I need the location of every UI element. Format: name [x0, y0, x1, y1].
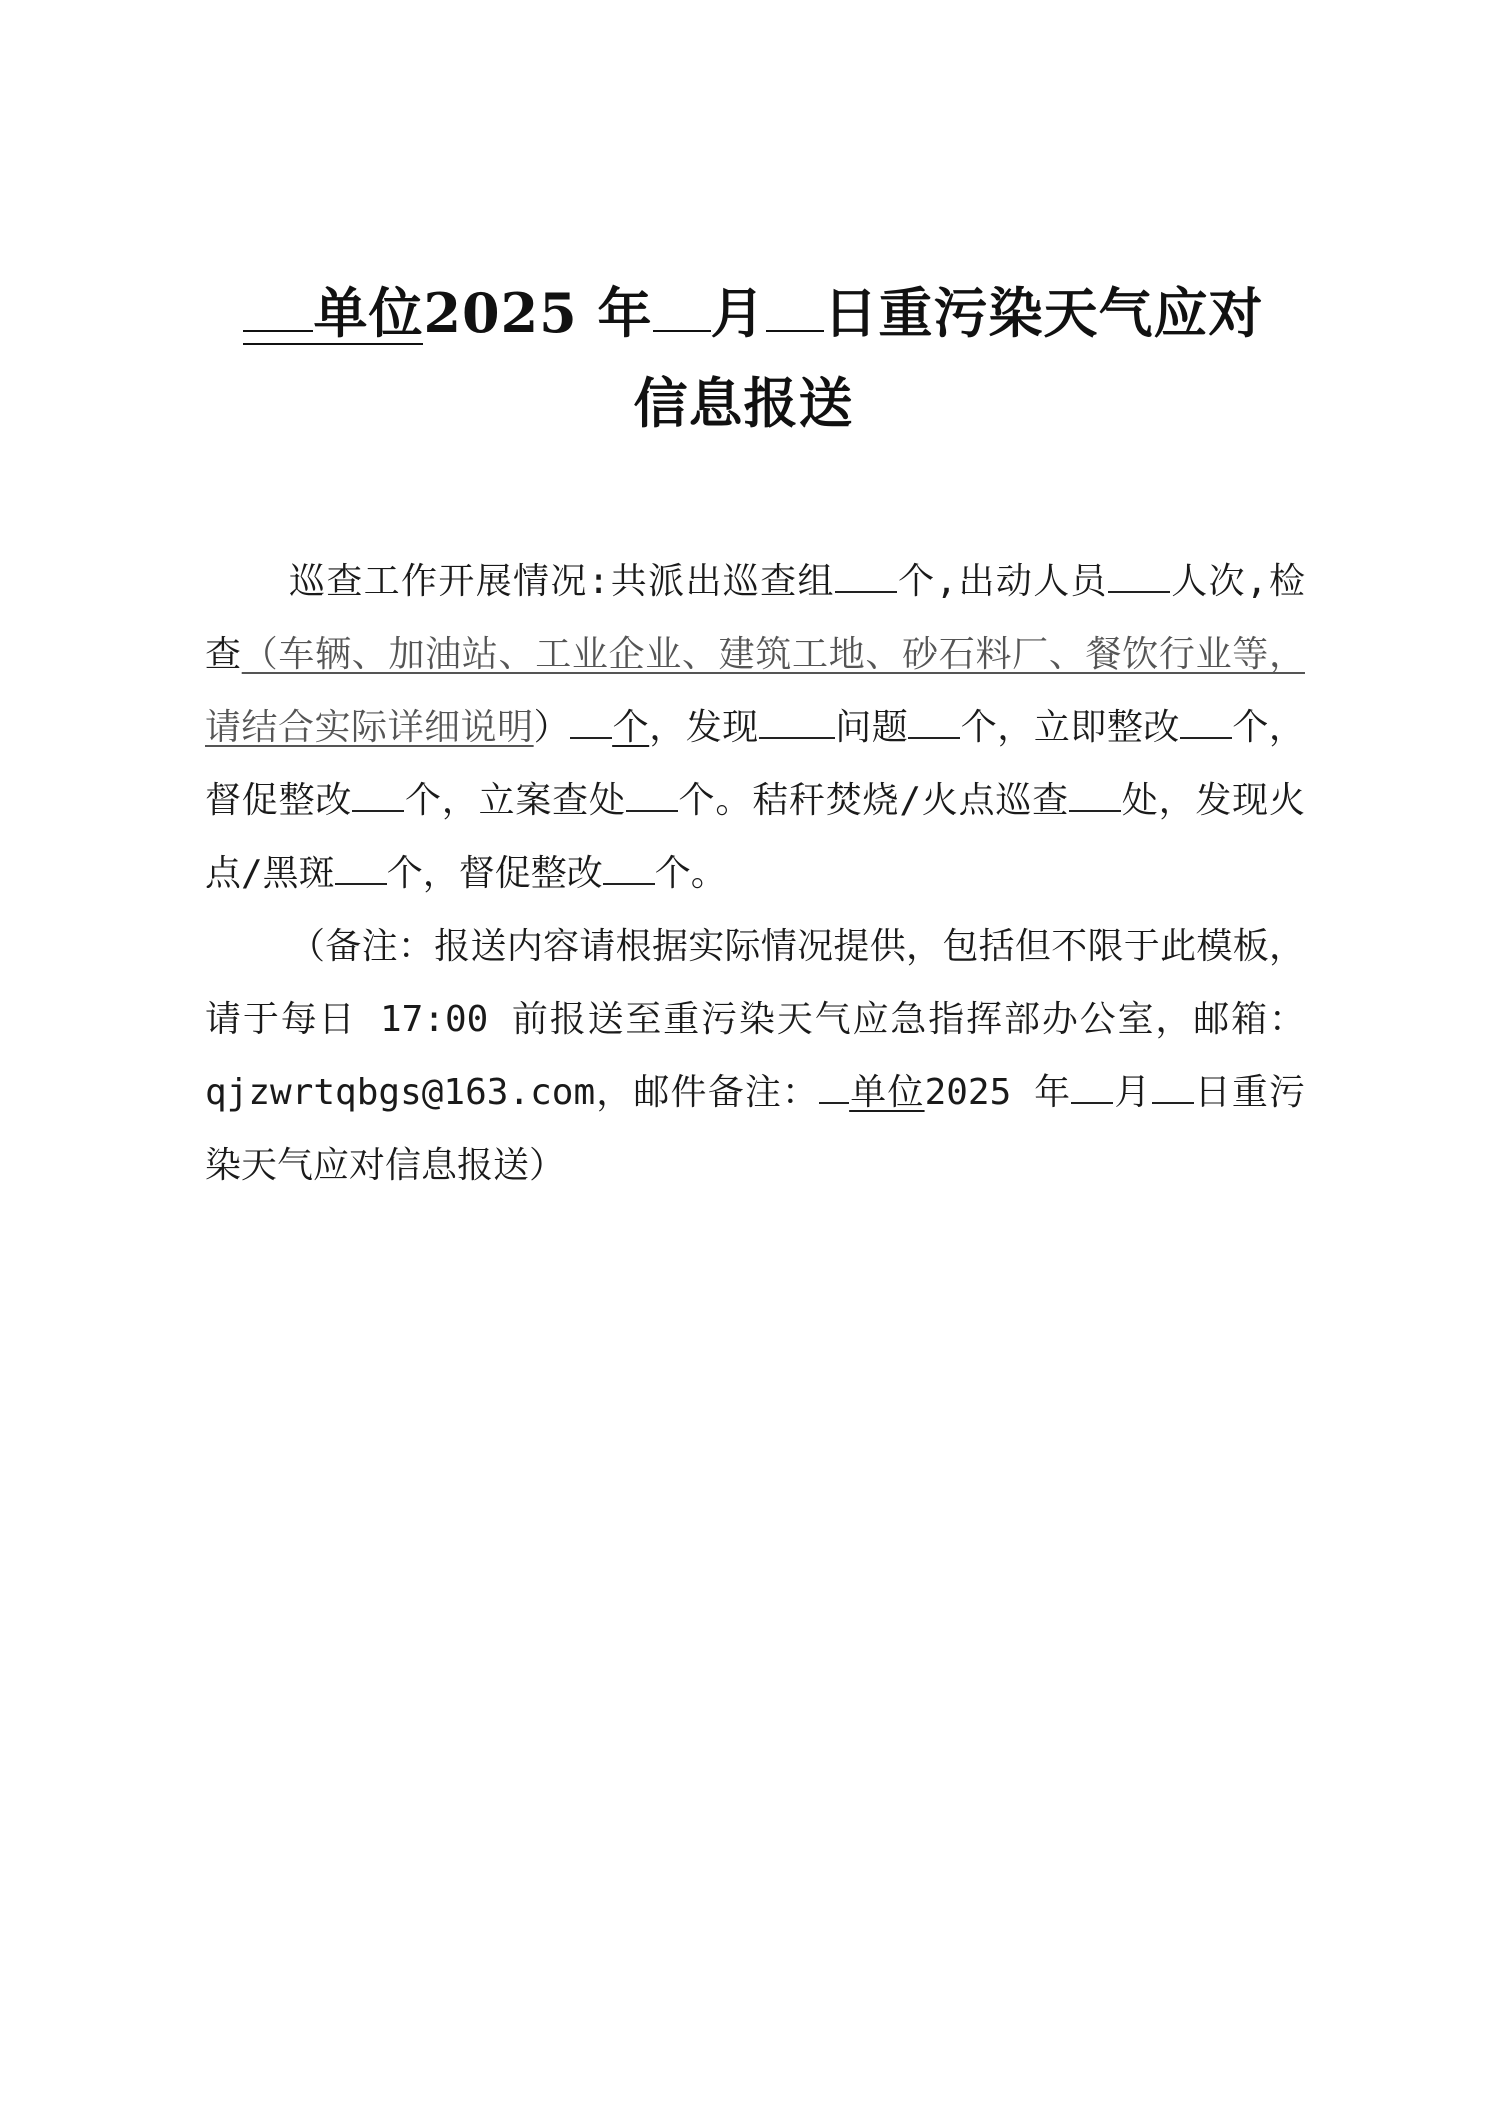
blank-inspected-prefix — [570, 703, 612, 739]
text-segment: 个，立即整改 — [960, 707, 1180, 748]
note-unit-blank — [819, 1068, 849, 1104]
text-segment: 巡查工作开展情况:共派出巡查组 — [289, 561, 835, 602]
note-year: 2025 年 — [924, 1072, 1072, 1113]
note-unit-label: 单位 — [849, 1072, 925, 1113]
blank-groups — [835, 557, 897, 593]
title-day-blank — [766, 274, 824, 332]
text-segment: 检查 — [205, 561, 1305, 675]
text-segment: ） — [533, 707, 571, 748]
note-month-blank — [1071, 1068, 1113, 1104]
title-tail: 日重污染天气应对 — [823, 281, 1264, 345]
document-title — [0, 268, 1487, 448]
blank-issues-count — [908, 703, 960, 739]
title-month-blank — [653, 274, 711, 332]
blank-cases-filed — [626, 776, 678, 812]
title-line-1 — [0, 268, 1487, 358]
blank-burning-sites — [1069, 776, 1121, 812]
text-segment: 个，督促整改 — [205, 707, 1305, 821]
note-unit-field — [819, 1072, 924, 1113]
blank-issue-type — [759, 703, 835, 739]
title-line-2: 信息报送 — [633, 371, 854, 435]
blank-personnel — [1108, 557, 1170, 593]
text-segment: 个。 — [654, 853, 727, 894]
title-unit-field — [243, 274, 423, 345]
title-year: 2025 年 — [423, 281, 653, 345]
text-segment: 个 — [612, 707, 650, 748]
text-segment: 个，督促整改 — [386, 853, 603, 894]
title-month-label: 月 — [710, 281, 766, 345]
text-segment: 个，立案查处 — [404, 780, 626, 821]
note-paragraph — [205, 910, 1305, 1202]
blank-immediate-fix — [1180, 703, 1232, 739]
note-month-label: 月 — [1113, 1072, 1152, 1113]
blank-fire-fixes — [603, 849, 655, 885]
text-segment: 人次, — [1169, 561, 1268, 602]
inspection-scope-note: （车辆、加油站、工业企业、建筑工地、砂石料厂、餐饮行业等，请结合实际详细说明 — [205, 634, 1305, 748]
blank-supervised-fix — [352, 776, 404, 812]
patrol-paragraph — [205, 545, 1305, 910]
note-day-blank — [1152, 1068, 1194, 1104]
title-unit-label: 单位 — [313, 281, 424, 345]
blank-fire-points — [335, 849, 387, 885]
note-tail: 日重污染天气应对信息报送） — [205, 1072, 1305, 1186]
text-segment: 个。秸秆焚烧/火点巡查 — [677, 780, 1069, 821]
text-segment: 处，发现火点/黑斑 — [205, 780, 1305, 894]
text-segment: ，发现 — [649, 707, 759, 748]
document-body — [205, 545, 1305, 1202]
text-segment: 个,出动人员 — [896, 561, 1108, 602]
text-segment: 问题 — [834, 707, 909, 748]
title-unit-blank — [243, 274, 313, 332]
note-text: （备注：报送内容请根据实际情况提供，包括但不限于此模板，请于每日 17:00 前报送至重污染天气应急指挥部办公室，邮箱：qjzwrtqbgs@163.com，邮件备注： — [205, 926, 1305, 1113]
